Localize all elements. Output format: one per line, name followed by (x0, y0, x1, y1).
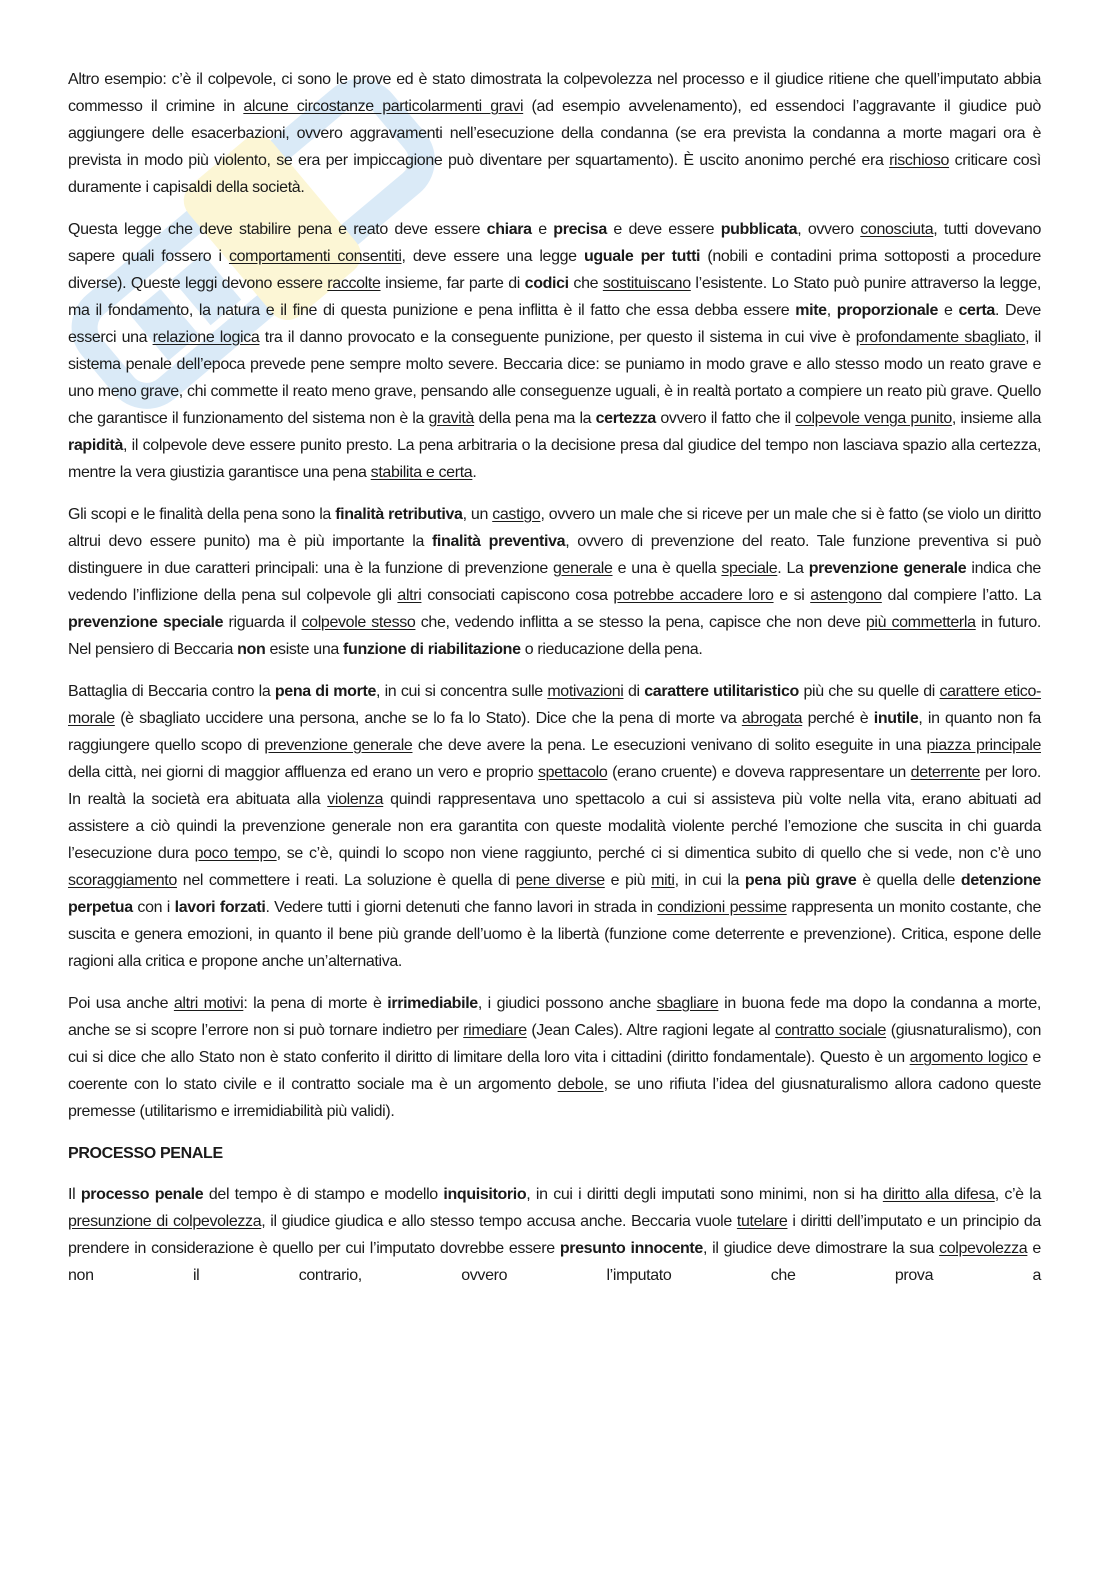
text-run: , il colpevole deve essere punito presto. La pena arbitraria o la decisione presa dal giudice del tempo non lasciava spazio alla certezza, mentre la vera giustizia garantisce una pena (68, 437, 1041, 481)
text-run: e una è quella (612, 560, 722, 577)
text-run: o rieducazione della pena. (520, 641, 703, 658)
paragraph-processo-penale (68, 1181, 1041, 1289)
bold-text: finalità preventiva (431, 533, 566, 550)
bold-text: presunto innocente (559, 1240, 703, 1257)
text-run: , (826, 302, 837, 319)
text-run: che (568, 275, 603, 292)
text-run: , tutti dovevano sapere quali fossero i (68, 221, 1042, 265)
text-run: , il giudice deve dimostrare la sua (702, 1240, 940, 1257)
bold-text: certa (958, 302, 995, 319)
bold-text: prevenzione generale (808, 560, 967, 577)
text-run: . (472, 464, 477, 481)
text-run: , c’è la (994, 1186, 1042, 1203)
text-run: (erano cruente) e doveva rappresentare un (607, 764, 911, 781)
text-run: esiste una (265, 641, 344, 658)
text-run: , in cui la (674, 872, 745, 889)
text-run: , in quanto non fa raggiungere quello scopo di (68, 710, 1041, 754)
underlined-text: raccolte (327, 275, 381, 292)
text-run: quindi rappresentava uno spettacolo a cui si assisteva più volte nella vita, erano abituati ad assistere a ciò quindi la prevenzione generale non era garantita con queste modalità violente perché l’emozione che suscita in chi guarda l’esecuzione dura (68, 791, 1041, 862)
bold-text: irrimediabile (387, 995, 478, 1012)
text-run: Poi usa anche (68, 995, 174, 1012)
underlined-text: profondamente sbagliato (855, 329, 1026, 346)
text-run: , ovvero (797, 221, 861, 238)
text-run: ovvero il fatto che il (655, 410, 796, 427)
text-run: perché è (802, 710, 874, 727)
bold-text: carattere utilitaristico (644, 683, 799, 700)
text-run: . Deve esserci una (68, 302, 1041, 346)
text-run: consociati capiscono cosa (421, 587, 614, 604)
text-run: che, vedendo inflitta a se stesso la pena, capisce che non deve (415, 614, 866, 631)
underlined-text: abrogata (741, 710, 803, 727)
underlined-text: prevenzione generale (264, 737, 413, 754)
text-run: , il giudice giudica e allo stesso tempo accusa anche. Beccaria vuole (261, 1213, 737, 1230)
underlined-text: più commetterla (865, 614, 976, 631)
underlined-text: scoraggiamento (68, 872, 177, 889)
paragraph-pena-di-morte (68, 678, 1041, 975)
bold-text: lavori forzati (174, 899, 266, 916)
text-run: in futuro. Nel pensiero di Beccaria (68, 614, 1041, 658)
bold-text: pena di morte (274, 683, 377, 700)
text-run: criticare così duramente i capisaldi della società. (68, 152, 1041, 196)
paragraph-altro-esempio (68, 66, 1041, 201)
text-run: , se uno rifiuta l’idea del giusnaturalismo allora cadono queste premesse (utilitarismo e irremidiabilità più validi). (68, 1076, 1041, 1120)
underlined-text: tutelare (736, 1213, 788, 1230)
underlined-text: argomento logico (909, 1049, 1028, 1066)
text-run: , in cui si concentra sulle (376, 683, 548, 700)
paragraph-altri-motivi (68, 990, 1041, 1125)
underlined-text: pene diverse (515, 872, 605, 889)
text-run: . Vedere tutti i giorni detenuti che fanno lavori in strada in (265, 899, 658, 916)
text-run: , ovvero di prevenzione del reato. Tale funzione preventiva si può distinguere in due caratteri principali: una è la funzione di prevenzione (68, 533, 1041, 577)
bold-text: proporzionale (836, 302, 939, 319)
text-run: , insieme alla (951, 410, 1041, 427)
text-run: Altro esempio: c’è il colpevole, ci sono le prove ed è stato dimostrata la colpevolezza nel processo e il giudice ritiene che quell’imputato abbia commesso il crimine in (68, 71, 1041, 115)
bold-text: inutile (873, 710, 919, 727)
bold-text: inquisitorio (443, 1186, 527, 1203)
text-run: con i (132, 899, 175, 916)
bold-text: funzione di riabilitazione (343, 641, 521, 658)
text-run: indica che vedendo l’inflizione della pena sul colpevole gli (68, 560, 1041, 604)
underlined-text: generale (553, 560, 613, 577)
underlined-text: carattere etico-morale (68, 683, 1041, 727)
text-run: Questa legge che deve stabilire pena e reato deve essere (68, 221, 487, 238)
document-page (68, 66, 1041, 1304)
text-run: , se c’è, quindi lo scopo non viene raggiunto, perché ci si dimentica subito di quello che si vede, non c’è uno (276, 845, 1041, 862)
paragraph-legge (68, 216, 1041, 486)
paragraph-scopi-pena (68, 501, 1041, 663)
bold-text: finalità retributiva (335, 506, 463, 523)
underlined-text: rimediare (463, 1022, 527, 1039)
bold-text: processo penale (80, 1186, 204, 1203)
underlined-text: rischioso (889, 152, 950, 169)
text-run: , il sistema penale dell’epoca prevede pene sempre molto severe. Beccaria dice: se puniamo in modo grave e allo stesso modo un reato grave e uno meno grave, chi commette il reato meno grave, pensando alle conseguenze uguali, è in realtà portato a compiere un reato più grave. Quello che garantisce il funzionamento del sistema non è la (68, 329, 1041, 427)
text-run: per loro. In realtà la società era abituata alla (68, 764, 1041, 808)
text-run: , in cui i diritti degli imputati sono minimi, non si ha (526, 1186, 883, 1203)
text-run: e non il contrario, ovvero l’imputato che prova a (68, 1240, 1041, 1284)
bold-text: non (237, 641, 266, 658)
underlined-text: comportamenti consentiti (228, 248, 402, 265)
bold-text: uguale per tutti (583, 248, 701, 265)
underlined-text: relazione logica (152, 329, 260, 346)
underlined-text: altri motivi (173, 995, 244, 1012)
bold-text: chiara (486, 221, 532, 238)
bold-text: precisa (553, 221, 607, 238)
text-run: (ad esempio avvelenamento), ed essendoci l’aggravante il giudice può aggiungere delle esacerbazioni, ovvero aggravamenti nell’esecuzione della condanna (se era prevista la condanna a morte magari ora è prevista in modo più violento, se era per impiccagione può diventare per squartamento). È uscito anonimo perché era (68, 98, 1041, 169)
underlined-text: debole (557, 1076, 604, 1093)
section-heading: PROCESSO PENALE (68, 1145, 223, 1162)
text-run: e si (773, 587, 811, 604)
underlined-text: castigo (492, 506, 541, 523)
text-run: del tempo è di stampo e modello (203, 1186, 444, 1203)
underlined-text: colpevolezza (939, 1240, 1028, 1257)
underlined-text: alcune circostanze particolarmenti gravi (243, 98, 524, 115)
underlined-text: sostituiscano (602, 275, 691, 292)
text-run: di (623, 683, 645, 700)
text-run: è quella delle (856, 872, 961, 889)
underlined-text: miti (651, 872, 675, 889)
underlined-text: diritto alla difesa (882, 1186, 995, 1203)
underlined-text: speciale (721, 560, 778, 577)
text-run: e coerente con lo stato civile e il contratto sociale ma è un argomento (68, 1049, 1041, 1093)
underlined-text: altri (397, 587, 422, 604)
underlined-text: gravità (428, 410, 475, 427)
text-run: tra il danno provocato e la conseguente punizione, per questo il sistema in cui vive è (259, 329, 856, 346)
underlined-text: contratto sociale (774, 1022, 887, 1039)
text-run: l’esistente. Lo Stato può punire attraverso la legge, ma il fondamento, la natura e il fine di questa punizione e pena inflitta è il fatto che essa debba essere (68, 275, 1041, 319)
underlined-text: colpevole venga punito (795, 410, 952, 427)
text-run: in buona fede ma dopo la condanna a morte, anche se si scopre l’errore non si può tornare indietro per (68, 995, 1041, 1039)
underlined-text: potrebbe accadere loro (613, 587, 774, 604)
text-run: insieme, far parte di (380, 275, 525, 292)
text-run: e (531, 221, 554, 238)
text-run: della pena ma la (474, 410, 596, 427)
underlined-text: spettacolo (537, 764, 608, 781)
text-run: nel commettere i reati. La soluzione è quella di (176, 872, 516, 889)
text-run: , ovvero un male che si riceve per un male che si è fatto (se violo un diritto altrui devo essere punito) ma è più importante la (68, 506, 1041, 550)
underlined-text: motivazioni (547, 683, 624, 700)
underlined-text: stabilita e certa (370, 464, 473, 481)
text-run: , un (462, 506, 493, 523)
underlined-text: piazza principale (926, 737, 1041, 754)
underlined-text: poco tempo (194, 845, 277, 862)
text-run: Il (68, 1186, 81, 1203)
text-run: rappresenta un monito costante, che suscita e genera emozioni, in quanto il bene più grande dell’uomo è la libertà (funzione come deterrente e prevenzione). Critica, espone delle ragioni alla critica e propone anche un’alternativa. (68, 899, 1041, 970)
underlined-text: sbagliare (656, 995, 719, 1012)
text-run: i diritti dell’imputato e un principio da prendere in considerazione è quello per cui l’imputato dovrebbe essere (68, 1213, 1041, 1257)
underlined-text: astengono (810, 587, 882, 604)
bold-text: certezza (595, 410, 656, 427)
text-run: (è sbagliato uccidere una persona, anche se lo fa lo Stato). Dice che la pena di morte va (114, 710, 742, 727)
text-run: . La (777, 560, 809, 577)
text-run: : la pena di morte è (243, 995, 388, 1012)
bold-text: pubblicata (720, 221, 798, 238)
text-run: riguarda il (223, 614, 302, 631)
bold-text: codici (524, 275, 569, 292)
underlined-text: deterrente (910, 764, 981, 781)
text-run: e deve essere (606, 221, 721, 238)
text-run: , deve essere una legge (401, 248, 584, 265)
text-run: dal compiere l’atto. La (881, 587, 1041, 604)
text-run: (Jean Cales). Altre ragioni legate al (526, 1022, 775, 1039)
bold-text: prevenzione speciale (68, 614, 224, 631)
bold-text: detenzione perpetua (68, 872, 1041, 916)
underlined-text: colpevole stesso (301, 614, 416, 631)
text-run: , i giudici possono anche (477, 995, 657, 1012)
bold-text: pena più grave (744, 872, 857, 889)
text-run: più che su quelle di (798, 683, 940, 700)
text-run: e più (604, 872, 652, 889)
text-run: Battaglia di Beccaria contro la (68, 683, 275, 700)
underlined-text: presunzione di colpevolezza (68, 1213, 262, 1230)
bold-text: mite (795, 302, 827, 319)
text-run: della città, nei giorni di maggior affluenza ed erano un vero e proprio (68, 764, 538, 781)
text-run: (nobili e contadini prima sottoposti a procedure diverse). Queste leggi devono essere (68, 248, 1041, 292)
text-run: Gli scopi e le finalità della pena sono la (68, 506, 336, 523)
text-run: e (938, 302, 959, 319)
bold-text: rapidità (68, 437, 123, 454)
underlined-text: violenza (327, 791, 384, 808)
text-run: (giusnaturalismo), con cui si dice che allo Stato non è stato conferito il diritto di limitare della loro vita i cittadini (diritto fondamentale). Questo è un (68, 1022, 1041, 1066)
underlined-text: conosciuta (860, 221, 934, 238)
text-run: che deve avere la pena. Le esecuzioni venivano di solito eseguite in una (412, 737, 927, 754)
underlined-text: condizioni pessime (657, 899, 787, 916)
